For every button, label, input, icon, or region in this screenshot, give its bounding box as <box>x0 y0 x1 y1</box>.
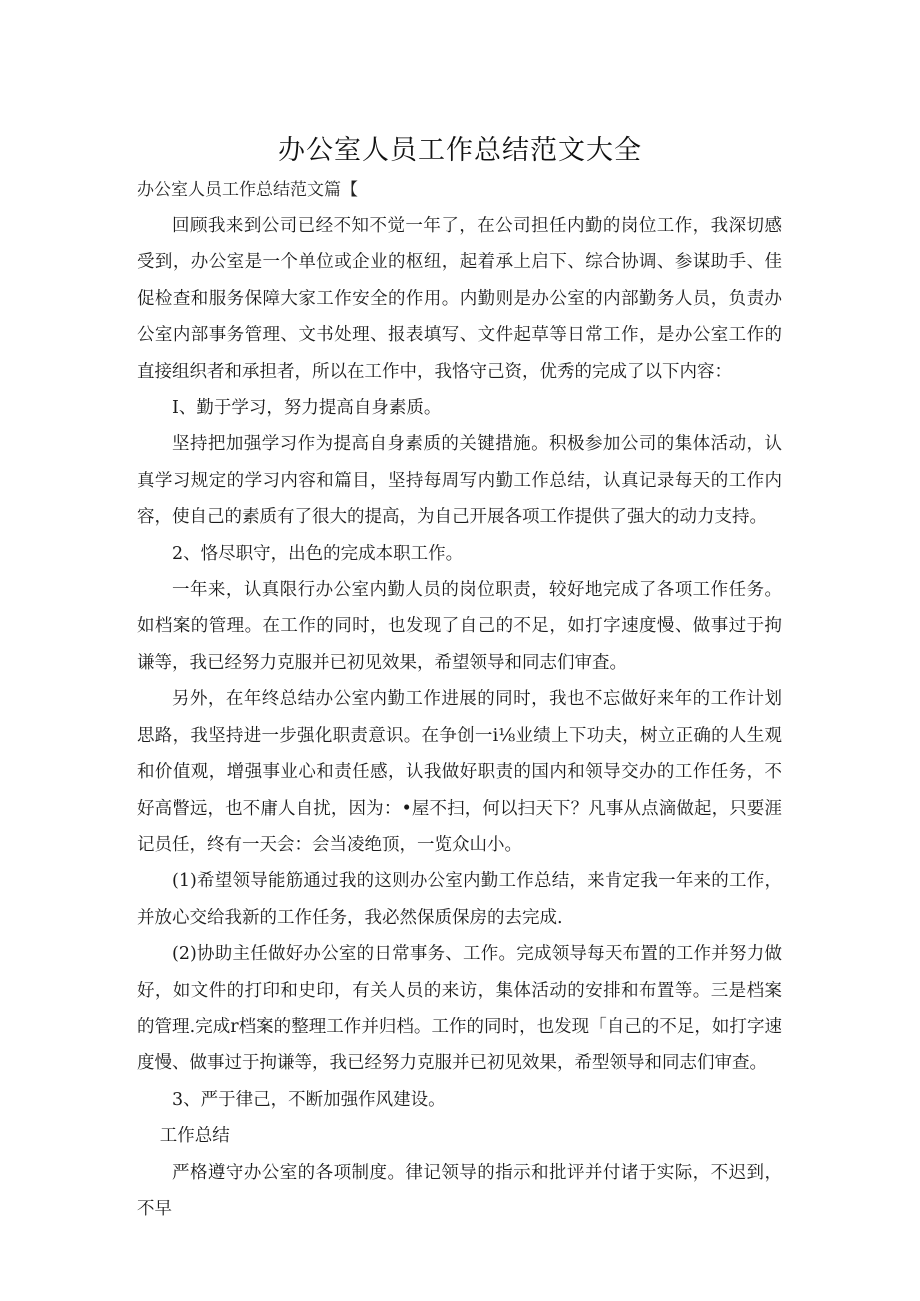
section-heading-1: I、勤于学习，努力提高自身素质。 <box>172 398 442 419</box>
page-title: 办公室人员工作总结范文大全 <box>278 135 642 166</box>
paragraph-item-2: (2)协助主任做好办公室的日常事务、工作。完成领导每天布置的工作并努力做好，如文件的打印和史印，有关人员的来访，集体活动的安排和布置等。三是档案的管理.完成r档案的整理工作并归档。工作的同时，也发现「自己的不足，如打字速度慢、做事过于拘谦等，我已经努力克服并已初见效果，希型领导和同志们审查。 <box>137 944 782 1074</box>
paragraph-intro: 回顾我来到公司已经不知不觉一年了，在公司担任内勤的岗位工作，我深切感受到，办公室是一个单位或企业的枢纽，起着承上启下、综合协调、参谋助手、佳促检查和服务保障大家工作安全的作用。内勤则是办公室的内部勤务人员，负责办公室内部事务管理、文书处理、报表填写、文件起草等日常工作，是办公室工作的直接组织者和承担者，所以在工作中，我恪守己资，优秀的完成了以下内容： <box>137 216 782 382</box>
section-heading-2: 2、恪尽职守，出色的完成本职工作。 <box>172 543 464 564</box>
paragraph-study: 坚持把加强学习作为提高自身素质的关键措施。积极参加公司的集体活动，认真学习规定的学习内容和篇目，坚持每周写内勤工作总结，认真记录每天的工作内容，使自己的素质有了很大的提高，为自己开展各项工作提供了强大的动力支持。 <box>137 434 782 528</box>
section-label: 工作总结 <box>159 1126 230 1147</box>
document-body <box>137 208 782 1227</box>
paragraph-plan: 另外，在年终总结办公室内勤工作进展的同时，我也不忘做好来年的工作计划思路，我坚持进一步强化职责意识。在争创一i⅛业绩上下功夫，树立正确的人生观和价值观，增强事业心和责任感，认我做好职责的国内和领导交办的工作任务，不好高瞥远，也不庸人自扰，因为：•屋不扫，何以扫天下？凡事从点滴做起，只要涯记员任，终有一天会：会当凌绝顶，一览众山小。 <box>137 689 782 855</box>
paragraph-discipline: 严格遵守办公室的各项制度。律记领导的指示和批评并付诸于实际，不迟到，不早 <box>137 1162 782 1219</box>
paragraph-item-1: (1)希望领导能筋通过我的这则办公室内勤工作总结，来肯定我一年来的工作，并放心交给我新的工作任务，我必然保质保房的去完成. <box>137 871 782 928</box>
section-heading-3: 3、严于律己，不断加强作风建设。 <box>172 1089 446 1110</box>
paragraph-duties: 一年来，认真限行办公室内勤人员的岗位职责，较好地完成了各项工作任务。如档案的管理。在工作的同时，也发现了自己的不足，如打字速度慢、做事过于拘谦等，我已经努力克服并已初见效果，希望领导和同志们审査。 <box>137 580 782 673</box>
section-subtitle: 办公室人员工作总结范文篇【 <box>137 180 358 200</box>
